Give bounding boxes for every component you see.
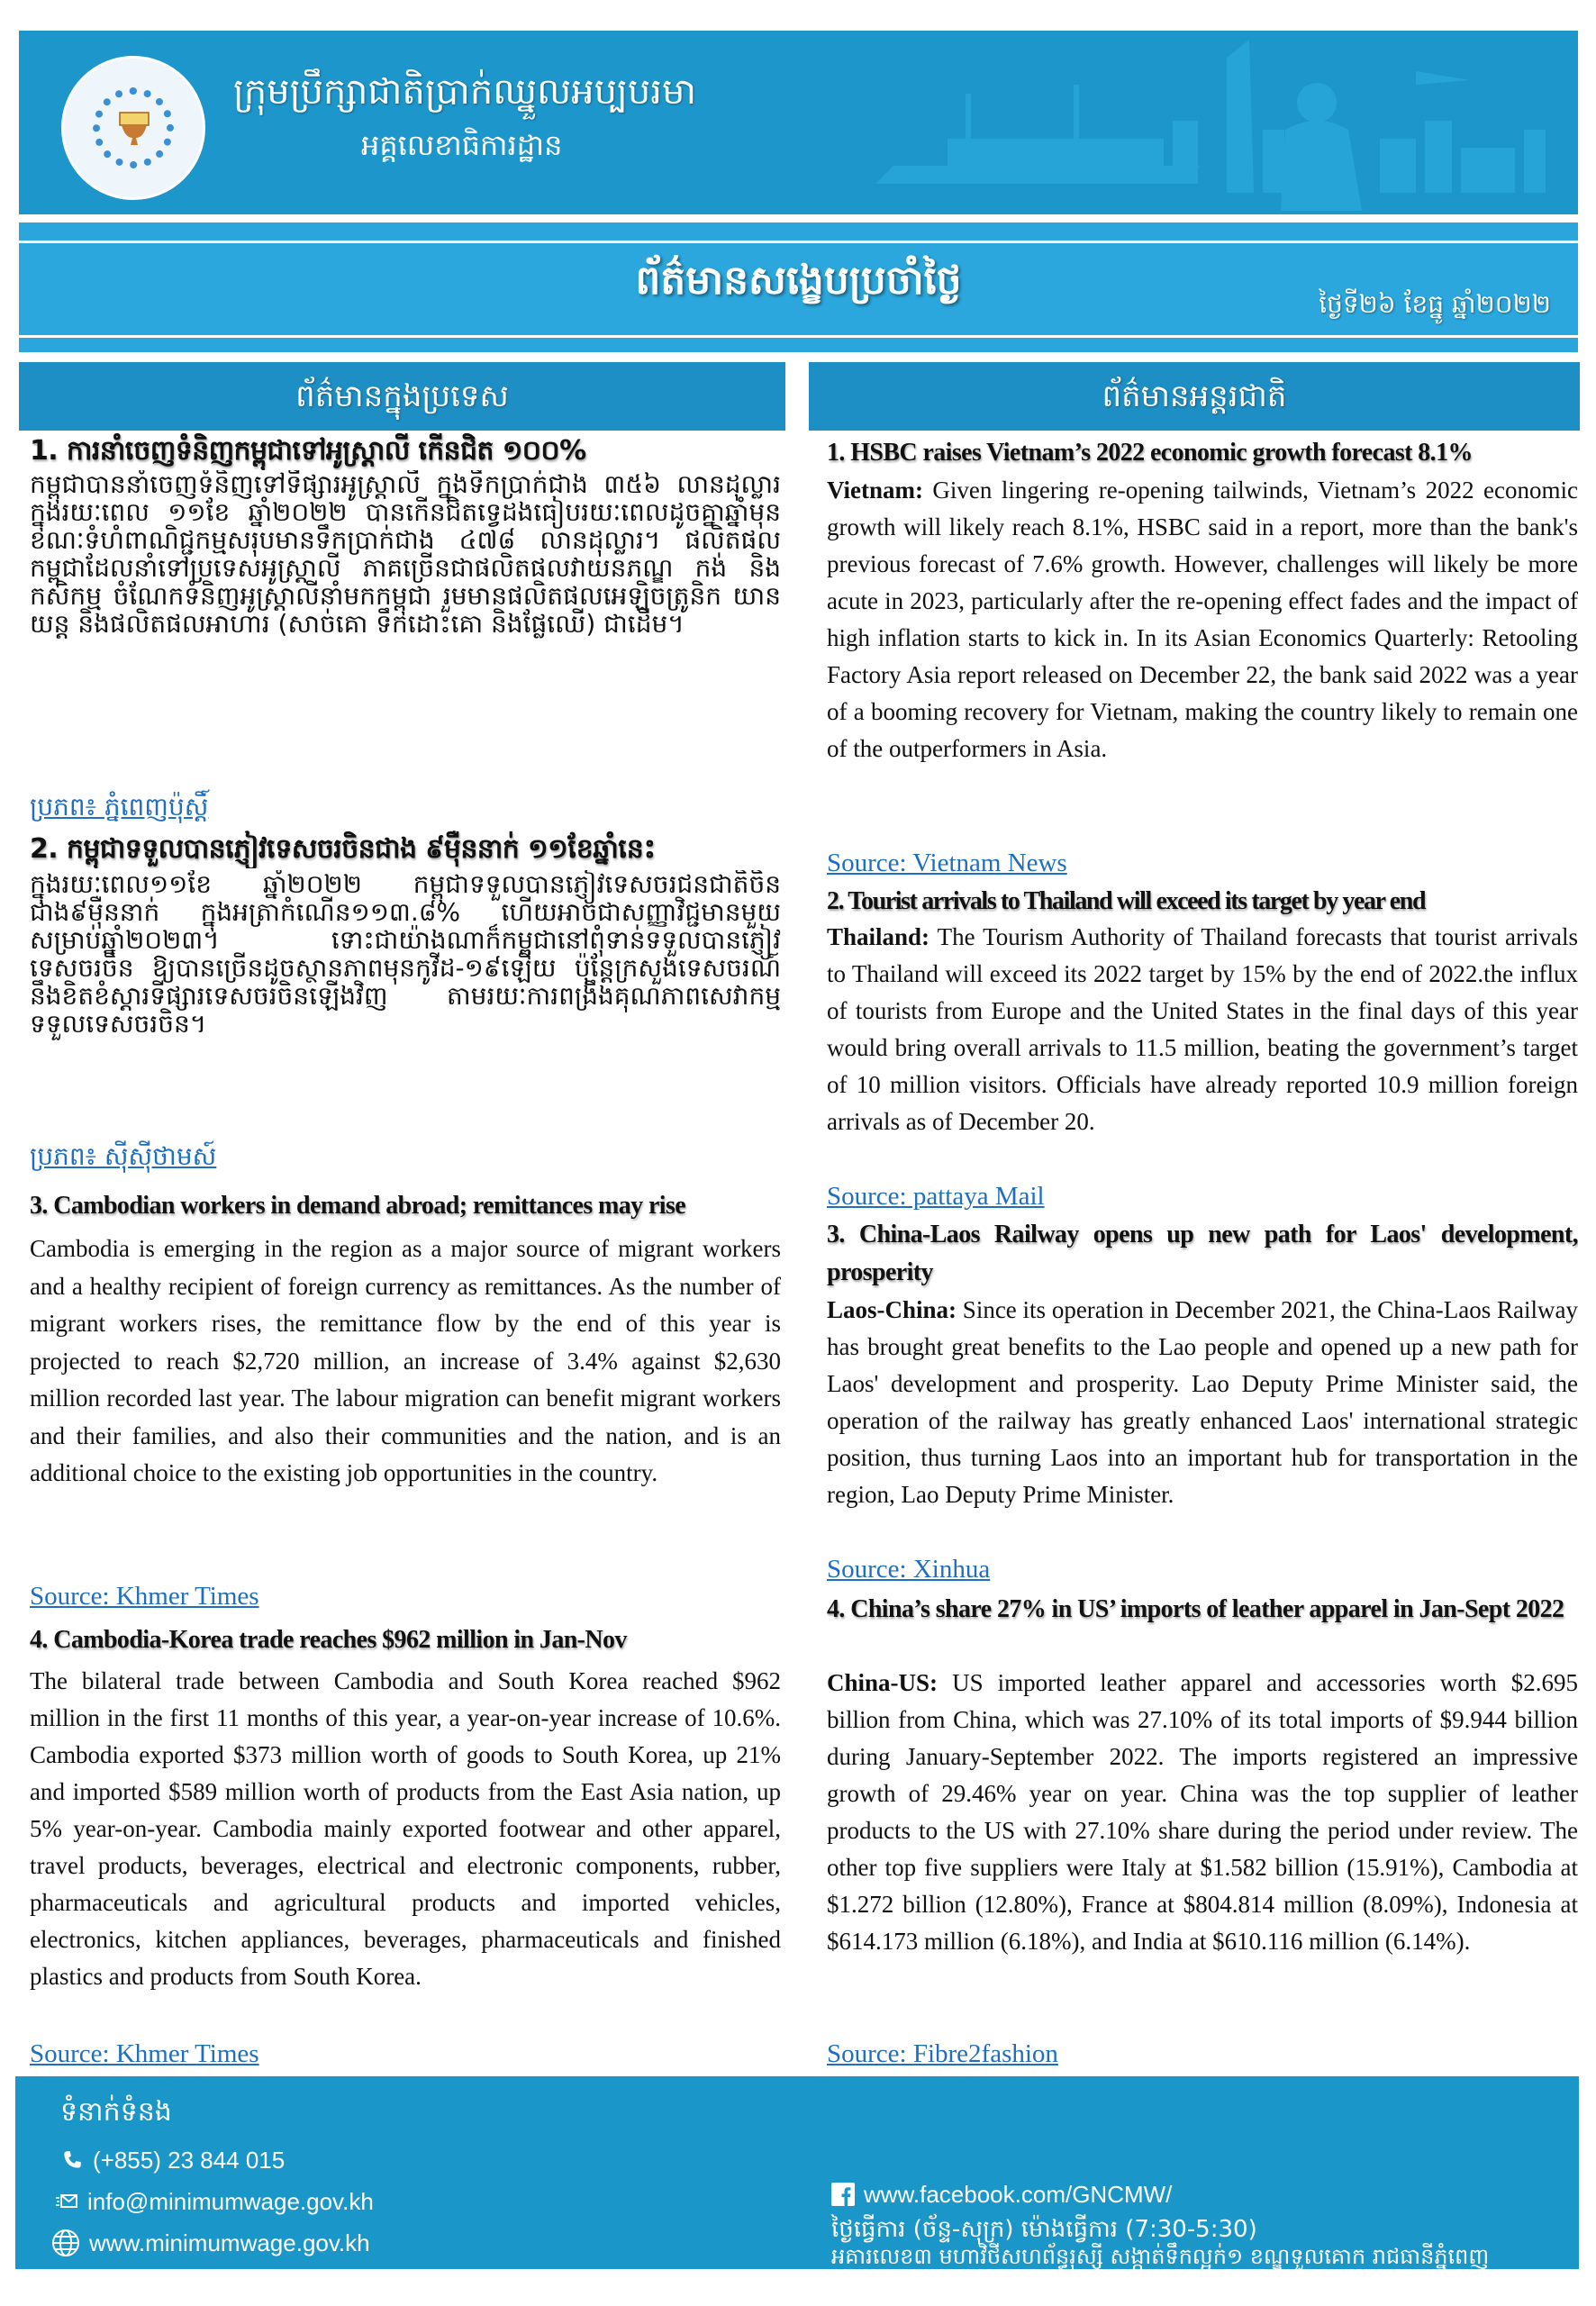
phone-number[interactable]: (+855) 23 844 015 (93, 2147, 286, 2174)
globe-icon (51, 2229, 80, 2257)
article-lead: Vietnam: (827, 477, 923, 504)
article-title: 4. China’s share 27% in US’ imports of leather apparel in Jan-Sept 2022 (827, 1595, 1564, 1623)
article-title: 1. ការនាំចេញទំនិញកម្ពុជាទៅអូស្ត្រាលី កើនជិត ១០០% (30, 435, 586, 467)
article-title: 3. China-Laos Railway opens up new path for Laos' development, prosperity (827, 1221, 1578, 1286)
article-text: Since its operation in December 2021, the China-Laos Railway has brought great benefits to the Lao people and opened up a new path for Laos' development and prosperity. Lao Deputy Prime Minister said, the operation of the railway has greatly enhanced Laos' international strategic position, thus turning Laos into an important hub for transportation in the region, Lao Deputy Prime Minister. (827, 1296, 1578, 1508)
article-body (827, 472, 1578, 767)
website-link[interactable]: www.minimumwage.gov.kh (89, 2229, 370, 2256)
article-title: 3. Cambodian workers in demand abroad; remittances may rise (30, 1192, 686, 1220)
article-body (827, 1292, 1578, 1513)
contact-title: ទំនាក់ទំនង (60, 2096, 172, 2128)
article-body (827, 919, 1578, 1140)
article-source-link[interactable]: ប្រភព៖ ភ្នំពេញប៉ុស្តិ៍ (30, 792, 209, 822)
email-row (55, 2186, 374, 2217)
article-lead: Thailand: (827, 923, 930, 950)
bulletin-date: ថ្ងៃទី២៦ ខែធ្នូ ឆ្នាំ២០២២ (1319, 289, 1551, 319)
facebook-link[interactable]: www.facebook.com/GNCMW/ (864, 2181, 1173, 2208)
org-subtitle: អគ្គលេខាធិការដ្ឋាន (361, 128, 563, 162)
article-text: US imported leather apparel and accessories worth $2.695 billion from China, which was 27.10% of its total imports of $9.944 billion during January-September 2022. The imports registered an impressive growth of 29.46% year on year. China was the top supplier of leather products to the US with 27.10% share during the period under review. The other top five suppliers were Italy at $1.582 billion (15.91%), Cambodia at $1.272 billion (12.80%), France at $804.814 million (8.09%), Indonesia at $614.173 million (6.18%), and India at $610.116 million (6.14%). (827, 1669, 1578, 1955)
facebook-icon (831, 2183, 855, 2206)
article-text: The Tourism Authority of Thailand forecasts that tourist arrivals to Thailand will exceed its 2022 target by 15% by the end of 2022.the influx of tourists from Europe and the United States in the final days of this year would bring overall arrivals to 11.5 million, beating the government’s target of 10 million visitors. Officials have already reported 10.9 million foreign arrivals as of December 20. (827, 923, 1578, 1135)
article-source-link[interactable]: Source: Vietnam News (827, 849, 1067, 877)
facebook-row (831, 2179, 1172, 2210)
article-lead: China-US: (827, 1669, 939, 1696)
article-source-link[interactable]: ប្រភព៖ ស៊ីស៊ីថាមស៍ (30, 1141, 217, 1171)
article-body: Cambodia is emerging in the region as a major source of migrant workers and a healthy recipient of foreign currency as remittances. As the number of migrant workers rises, the remittance flow by the end of this year is projected to reach $2,720 million, an increase of 3.4% against $2,630 million recorded last year. The labour migration can benefit migrant workers and their families, and also their communities and the nation, and is an additional choice to the existing job opportunities in the country. (30, 1235, 781, 1486)
bulletin-title: ព័ត៌មានសង្ខេបប្រចាំថ្ងៃ (635, 258, 962, 304)
article-body: The bilateral trade between Cambodia and South Korea reached $962 million in the first 11 months of this year, a year-on-year increase of 10.6%. Cambodia exported $373 million worth of goods to South Korea, up 21% and imported $589 million worth of products from the East Asia nation, up 5% year-on-year. Cambodia mainly exported footwear and other apparel, travel products, beverages, electrical and electronic components, rubber, pharmaceuticals and agricultural products and imported vehicles, electronics, kitchen appliances, beverages, pharmaceuticals and finished plastics and products from South Korea. (30, 1667, 781, 1990)
article-title: 4. Cambodia-Korea trade reaches $962 million in Jan-Nov (30, 1626, 627, 1654)
domestic-news-column (30, 0, 781, 2072)
article-body (827, 1665, 1578, 1960)
article-source-link[interactable]: Source: Fibre2fashion (827, 2039, 1058, 2068)
org-name: ក្រុមប្រឹក្សាជាតិប្រាក់ឈ្នួលអប្បបរមា (233, 71, 697, 113)
section-heading-international: ព័ត៌មានអន្តរជាតិ (809, 362, 1580, 431)
website-row (51, 2228, 370, 2258)
contact-footer (15, 2076, 1579, 2269)
office-hours: ថ្ងៃធ្វើការ (ច័ន្ទ-សុក្រ) ម៉ោងធ្វើការ (7:30-5:30) (831, 2216, 1257, 2243)
email-link[interactable]: info@minimumwage.gov.kh (87, 2188, 374, 2215)
article-body: កម្ពុជាបាននាំចេញទំនិញទៅទីផ្សារអូស្ត្រាលី ក្នុងទឹកប្រាក់ជាង ៣៥៦ លានដុល្លារ ក្នុងរយៈពេល ១១ខែ ឆ្នាំ២០២២ បានកើនជិតទ្វេដងធៀបរយៈពេលដូចគ្នាឆ្នាំមុន ខណៈទំហំពាណិជ្ជកម្មសរុបមានទឹកប្រាក់ជាង ៤៧៨ លានដុល្លារ។ ផលិតផលកម្ពុជាដែលនាំទៅប្រទេសអូស្ត្រាលី ភាគច្រើនជាផលិតផលវាយនភណ្ឌ កង់ និងកសិកម្ម ចំណែកទំនិញអូស្ត្រាលីនាំមកកម្ពុជា រួមមានផលិតផលអេឡិចត្រូនិក យានយន្ត និងផលិតផលអាហារ (សាច់គោ ទឹកដោះគោ និងផ្លែឈើ) ជាដើម។ (30, 470, 781, 639)
article-source-link[interactable]: Source: Xinhua (827, 1555, 991, 1584)
office-address: អគារលេខ៣ មហាវិថីសហព័ន្ធរុស្ស៊ី សង្កាត់ទឹកល្អក់១ ខណ្ឌទួលគោក រាជធានីភ្នំពេញ (831, 2244, 1490, 2269)
article-source-link[interactable]: Source: Khmer Times (30, 2039, 259, 2068)
phone-row (60, 2145, 285, 2175)
article-text: Given lingering re-opening tailwinds, Vietnam’s 2022 economic growth will likely reach 8.1%, HSBC said in a report, more than the bank's previous forecast of 7.6% growth. However, challenges will likely be more acute in 2023, particularly after the re-opening effect fades and the impact of high inflation starts to kick in. In its Asian Economics Quarterly: Retooling Factory Asia report released on December 22, the bank said 2022 was a year of a booming recovery for Vietnam, making the country likely to remain one of the outperformers in Asia. (827, 477, 1578, 762)
phone-icon (60, 2148, 84, 2172)
email-icon (55, 2190, 78, 2213)
international-news-column (827, 0, 1578, 2072)
article-source-link[interactable]: Source: pattaya Mail (827, 1182, 1045, 1211)
section-heading-domestic: ព័ត៌មានក្នុងប្រទេស (19, 362, 785, 431)
article-lead: Laos-China: (827, 1296, 957, 1323)
article-title: 2. Tourist arrivals to Thailand will exceed its target by year end (827, 887, 1426, 915)
article-body: ក្នុងរយៈពេល១១ខែ ឆ្នាំ២០២២ កម្ពុជាទទួលបានភ្ញៀវទេសចរជនជាតិចិនជាង៩ម៉ឺននាក់ ក្នុងអត្រាកំណើន១១៣.៨% ហើយអាចជាសញ្ញាវិជ្ជមានមួយសម្រាប់ឆ្នាំ២០២៣។ ទោះជាយ៉ាងណាក៏កម្ពុជានៅពុំទាន់ទទួលបានភ្ញៀវទេសចរចិន ឱ្យបានច្រើនដូចស្ថានភាពមុនកូវីដ-១៩ឡើយ ប៉ុន្តែក្រសួងទេសចរណ៍នឹងខិតខំស្តារទីផ្សារទេសចរចិនឡើងវិញ តាមរយៈការពង្រឹងគុណភាពសេវាកម្មទទួលទេសចរចិន។ (30, 870, 781, 1039)
article-title: 2. កម្ពុជាទទួលបានភ្ញៀវទេសចរចិនជាង ៩ម៉ឺននាក់ ១១ខែឆ្នាំនេះ (30, 833, 656, 865)
article-title: 1. HSBC raises Vietnam’s 2022 economic growth forecast 8.1% (827, 439, 1473, 467)
article-source-link[interactable]: Source: Khmer Times (30, 1582, 259, 1611)
